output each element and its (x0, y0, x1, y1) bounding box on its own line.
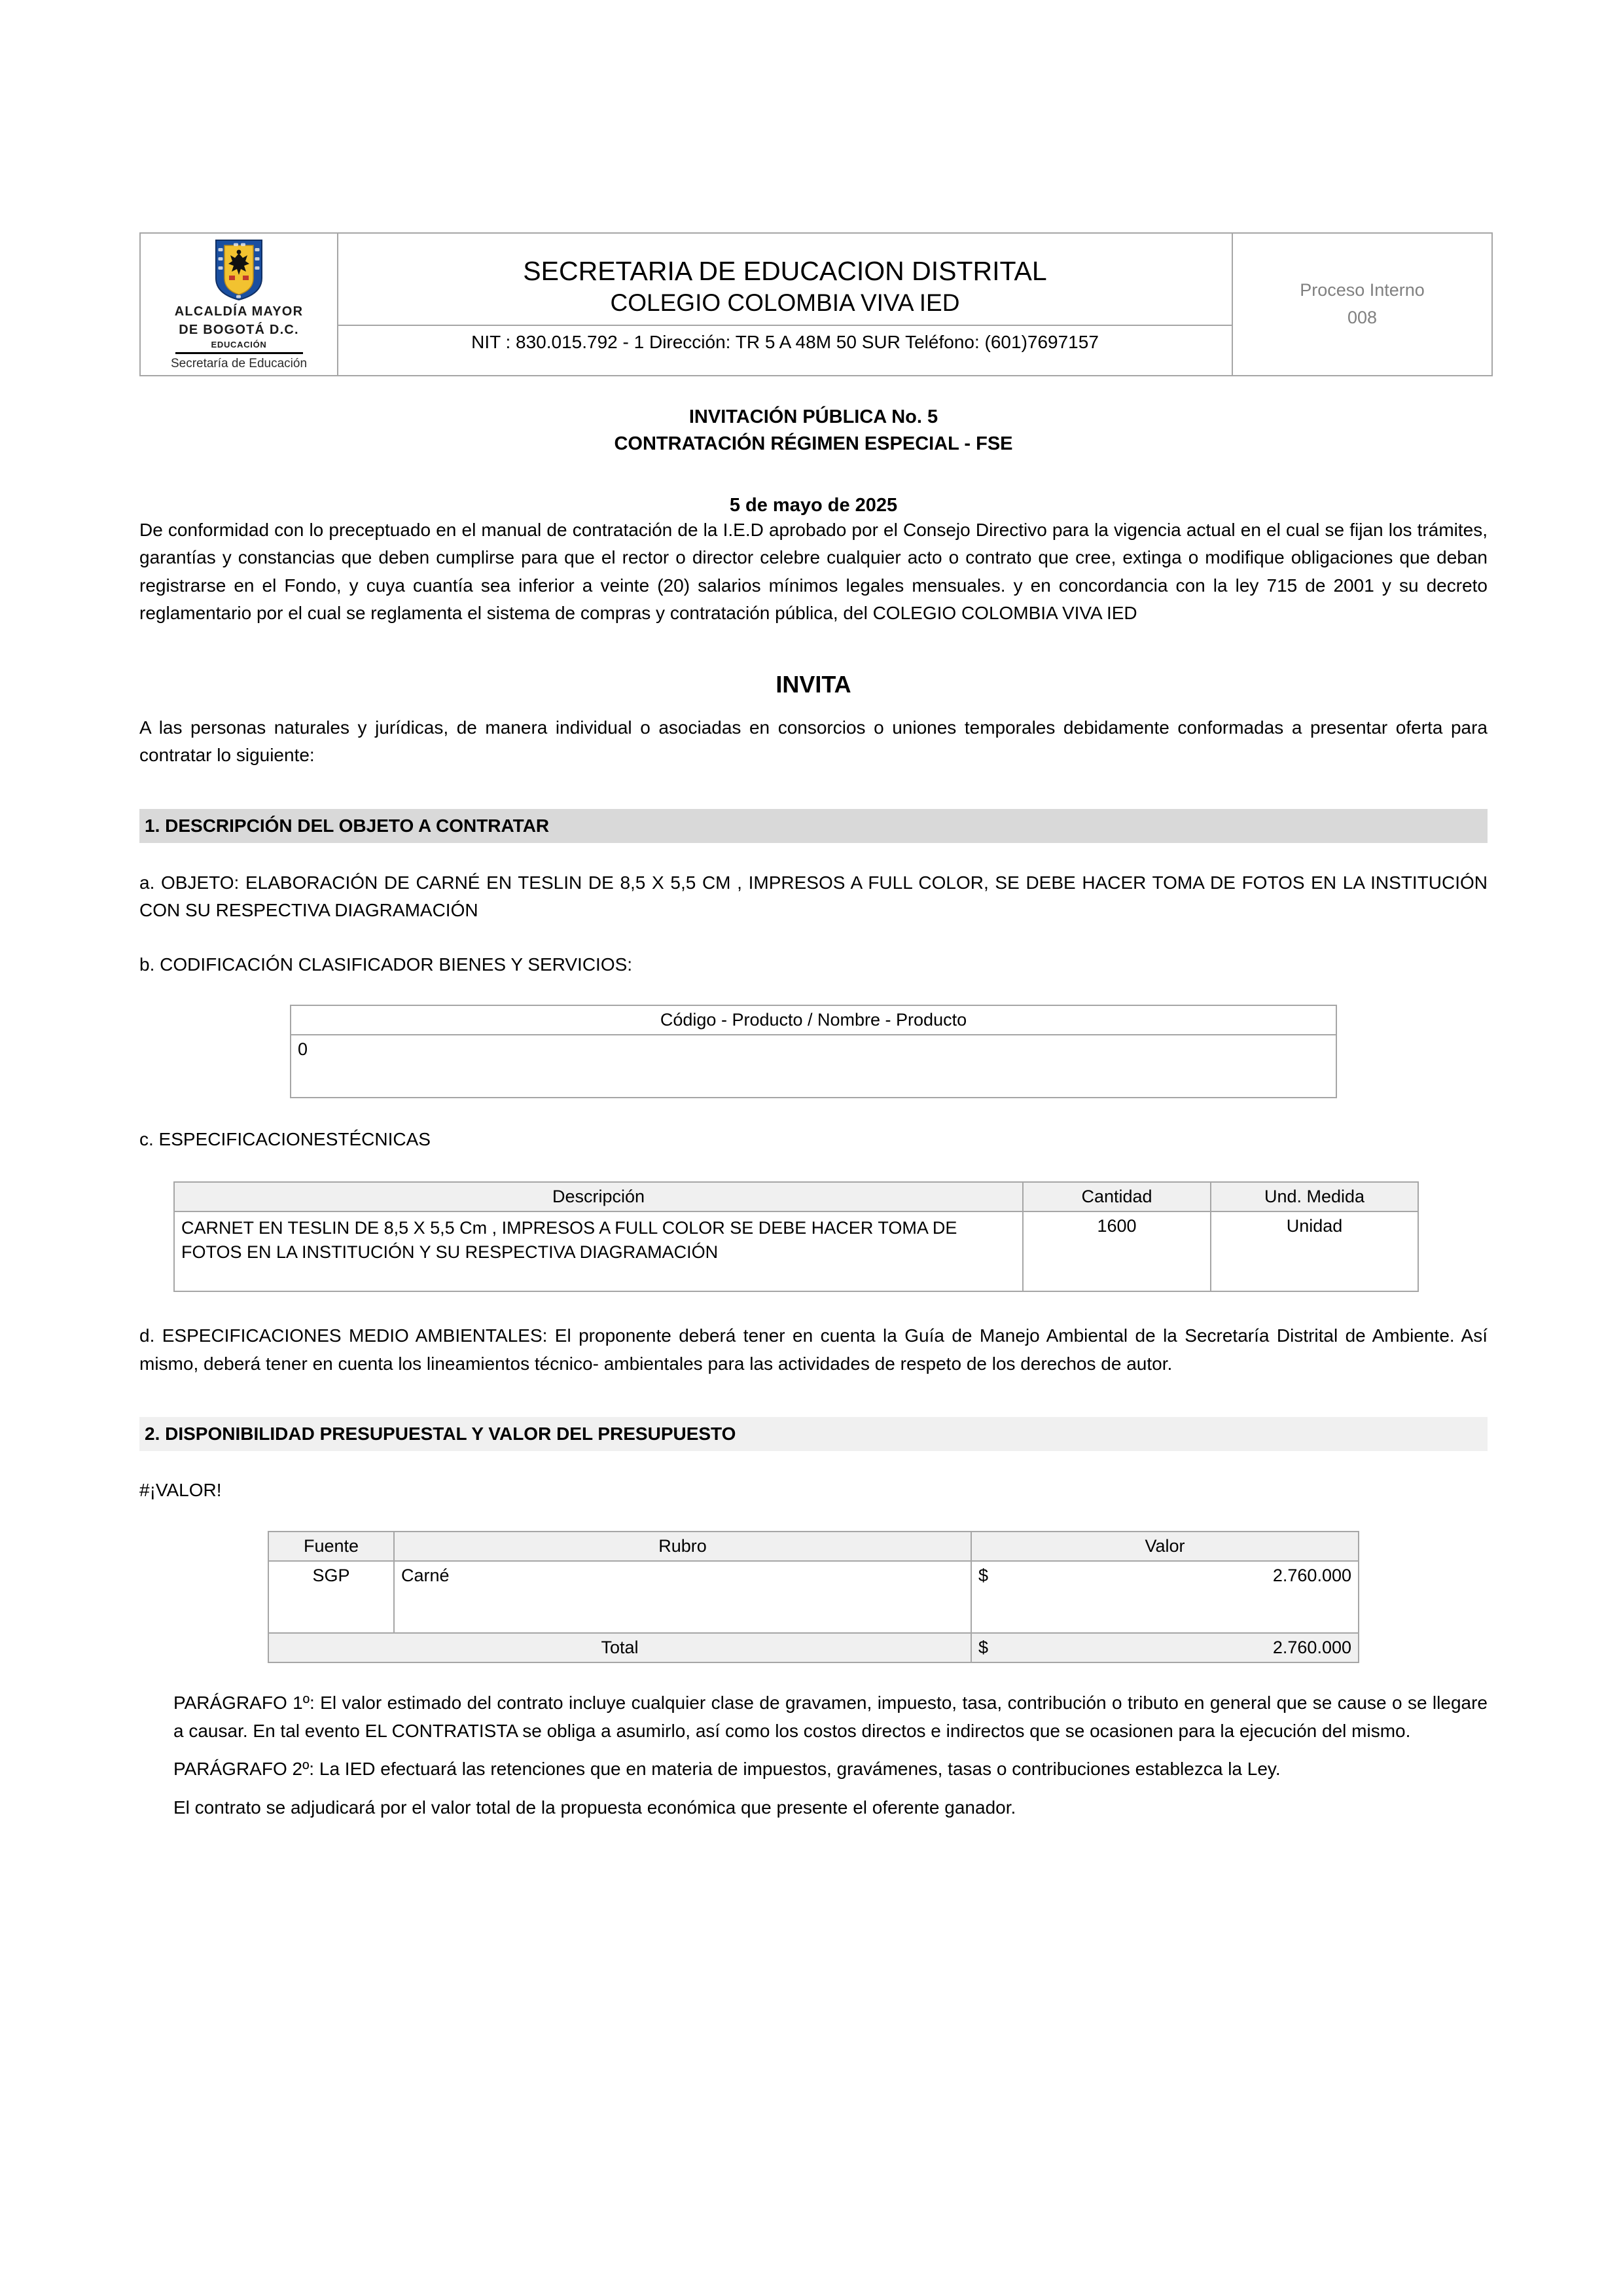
paragrafo-2: PARÁGRAFO 2º: La IED efectuará las retenciones que en materia de impuestos, gravámenes, tasas o contribuciones establezca la Ley. (173, 1759, 1281, 1780)
section-1-item-b: b. CODIFICACIÓN CLASIFICADOR BIENES Y SERVICIOS: (139, 954, 633, 975)
espec-cell-cantidad: 1600 (1023, 1211, 1211, 1291)
espec-data-row (174, 1211, 1418, 1291)
valor-error-text: #¡VALOR! (139, 1480, 222, 1501)
presupuesto-total-value-cell (971, 1633, 1359, 1662)
codigo-producto-value-row (291, 1035, 1336, 1098)
entity-name-primary: SECRETARIA DE EDUCACION DISTRITAL (523, 256, 1047, 287)
document-header-table (139, 232, 1493, 376)
presupuesto-column-valor: Valor (971, 1532, 1359, 1561)
codigo-producto-value-cell: 0 (291, 1035, 1336, 1098)
invitation-title-line-2: CONTRATACIÓN RÉGIMEN ESPECIAL - FSE (614, 433, 1013, 455)
presupuesto-column-fuente: Fuente (268, 1532, 394, 1561)
header-row (140, 233, 1492, 376)
presupuesto-header-row (268, 1532, 1359, 1561)
section-2-heading: 2. DISPONIBILIDAD PRESUPUESTAL Y VALOR DEL PRESUPUESTO (139, 1417, 1488, 1451)
paragrafos-block (173, 1689, 1488, 1821)
logo-alcaldia-line-1: ALCALDÍA MAYOR (174, 304, 304, 319)
section-1-heading: 1. DESCRIPCIÓN DEL OBJETO A CONTRATAR (139, 809, 1488, 843)
presupuesto-data-row (268, 1561, 1359, 1633)
presupuesto-column-rubro: Rubro (394, 1532, 971, 1561)
entity-nit-address-phone: NIT : 830.015.792 - 1 Dirección: TR 5 A 48M 50 SUR Teléfono: (601)7697157 (471, 332, 1099, 353)
header-entity-cell (338, 233, 1232, 376)
espec-cell-descripcion: CARNET EN TESLIN DE 8,5 X 5,5 Cm , IMPRESOS A FULL COLOR SE DEBE HACER TOMA DE FOTOS EN LA INSTITUCIÓN Y SU RESPECTIVA DIAGRAMACIÓN (174, 1211, 1023, 1291)
presupuesto-total-currency-symbol: $ (978, 1638, 989, 1658)
process-internal-number: 008 (1347, 308, 1378, 328)
header-logo-cell (140, 233, 338, 376)
espec-column-unidad-medida: Und. Medida (1211, 1182, 1418, 1211)
bogota-education-logo (141, 234, 337, 375)
invitation-title-line-1: INVITACIÓN PÚBLICA No. 5 (688, 406, 938, 428)
codigo-producto-table (290, 1005, 1337, 1098)
presupuesto-cell-valor (971, 1561, 1359, 1633)
invita-paragraph: A las personas naturales y jurídicas, de manera individual o asociadas en consorcios o uniones temporales debidamente conformadas a presentar oferta para contratar lo siguiente: (139, 717, 1488, 766)
presupuesto-table (268, 1531, 1359, 1663)
entity-name-secondary: COLEGIO COLOMBIA VIVA IED (610, 289, 960, 317)
logo-educacion-label: EDUCACIÓN (211, 340, 267, 350)
codigo-producto-header-cell: Código - Producto / Nombre - Producto (291, 1005, 1336, 1035)
presupuesto-cell-rubro: Carné (394, 1561, 971, 1633)
presupuesto-total-row (268, 1633, 1359, 1662)
section-1-item-a: a. OBJETO: ELABORACIÓN DE CARNÉ EN TESLIN DE 8,5 X 5,5 CM , IMPRESOS A FULL COLOR, SE DEBE HACER TOMA DE FOTOS EN LA INSTITUCIÓN CON SU RESPECTIVA DIAGRAMACIÓN (139, 872, 1488, 921)
presupuesto-amount: 2.760.000 (1272, 1566, 1351, 1586)
espec-column-cantidad: Cantidad (1023, 1182, 1211, 1211)
especificaciones-tecnicas-table (173, 1181, 1419, 1292)
process-internal-label: Proceso Interno (1300, 280, 1425, 300)
presupuesto-currency-symbol: $ (978, 1566, 989, 1586)
bogota-shield-icon (213, 238, 264, 302)
invitation-date: 5 de mayo de 2025 (729, 494, 898, 516)
adjudicacion-paragraph: El contrato se adjudicará por el valor total de la propuesta económica que presente el oferente ganador. (173, 1797, 1016, 1818)
presupuesto-cell-fuente: SGP (268, 1561, 394, 1633)
invita-heading: INVITA (776, 670, 851, 698)
header-entity-block (338, 252, 1232, 319)
section-1-item-d: d. ESPECIFICACIONES MEDIO AMBIENTALES: El proponente deberá tener en cuenta la Guía de Manejo Ambiental de la Secretaría Distrital de Ambiente. Así mismo, deberá tener en cuenta los lineamientos técnico- ambientales para las actividades de respeto de los derechos de autor. (139, 1325, 1488, 1374)
document-content (139, 232, 1488, 1821)
presupuesto-total-label: Total (268, 1633, 971, 1662)
header-process-cell (1232, 233, 1492, 376)
logo-secretaria-label: Secretaría de Educación (170, 357, 308, 371)
intro-paragraph: De conformidad con lo preceptuado en el manual de contratación de la I.E.D aprobado por el Consejo Directivo para la vigencia actual en el cual se fijan los trámites, garantías y constancias que deben cumplirse para que el rector o director celebre cualquier acto o contrato que cree, extinga o modifique obligaciones que deban registrarse en el Fondo, y cuya cuantía sea inferior a veinte (20) salarios mínimos legales mensuales. y en concordancia con la ley 715 de 2001 y su decreto reglamentario por el cual se reglamenta el sistema de compras y contratación pública, del COLEGIO COLOMBIA VIVA IED (139, 519, 1488, 624)
espec-column-descripcion: Descripción (174, 1182, 1023, 1211)
section-1-item-c: c. ESPECIFICACIONESTÉCNICAS (139, 1129, 431, 1150)
paragrafo-1: PARÁGRAFO 1º: El valor estimado del contrato incluye cualquier clase de gravamen, impuesto, tasa, contribución o tributo en general que se cause o se llegare a causar. En tal evento EL CONTRATISTA se obliga a asumirlo, así como los costos directos e indirectos que se ocasionen para la ejecución del mismo. (173, 1693, 1488, 1741)
espec-cell-unidad: Unidad (1211, 1211, 1418, 1291)
logo-divider (175, 352, 303, 354)
codigo-producto-header-row (291, 1005, 1336, 1035)
presupuesto-total-amount: 2.760.000 (1272, 1638, 1351, 1658)
espec-header-row (174, 1182, 1418, 1211)
logo-alcaldia-line-2: DE BOGOTÁ D.C. (179, 322, 299, 337)
